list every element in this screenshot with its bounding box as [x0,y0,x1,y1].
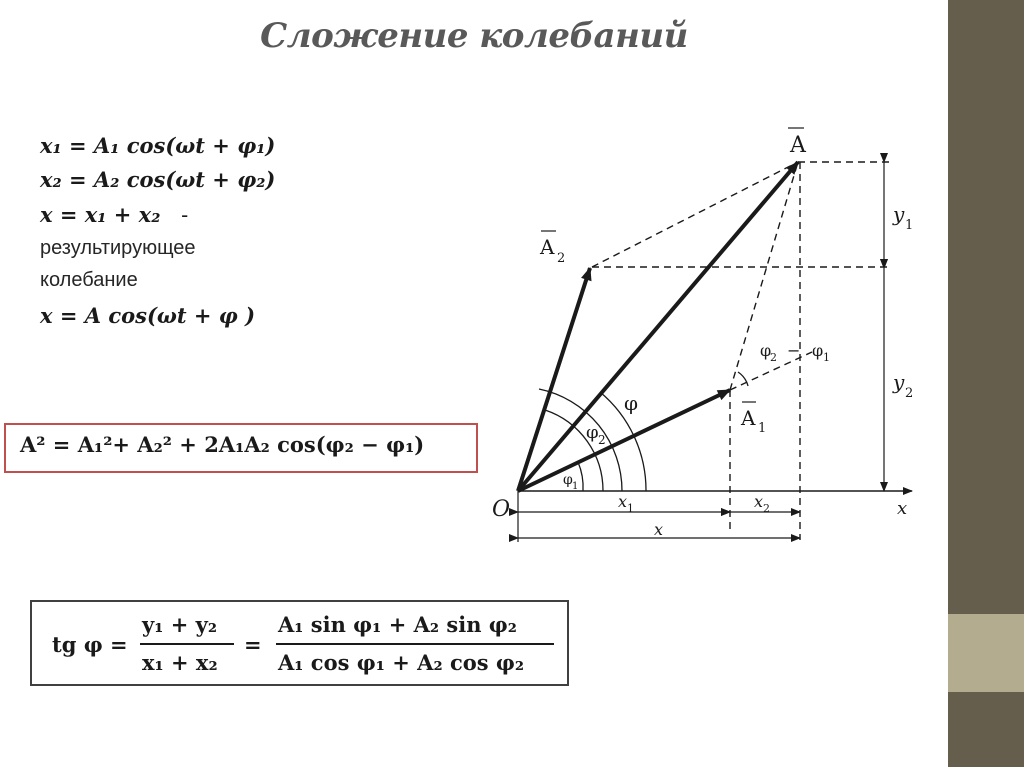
label-x1-sub: 1 [627,502,634,515]
label-phi-diff-minus: − [787,341,801,360]
slide-title: Сложение колебаний [260,16,688,56]
equation-x2 [40,165,275,195]
amplitude-formula-box [4,423,478,473]
fraction-bar-1 [140,643,234,645]
label-phi-diff-b-sub: 1 [823,351,830,364]
tangent-numerator-2: A₁ sin φ₁ + A₂ sin φ₂ [278,612,517,637]
vector-a2-arrow [518,268,590,491]
equation-x1-text: x₁ = A₁ cos(ωt + φ₁) [40,133,276,158]
vector-diagram [478,110,920,550]
label-x-total: x [654,520,664,539]
label-y1: y [893,202,905,226]
label-phi1: φ [563,472,573,488]
equation-x2-text: x₂ = A₂ cos(ωt + φ₂) [40,167,276,192]
equation-dash: - [181,203,189,227]
label-origin: O [492,497,511,522]
tangent-denominator-2: A₁ cos φ₁ + A₂ cos φ₂ [278,650,525,675]
label-phi1-sub: 1 [572,481,579,492]
label-phi2: φ [586,422,599,443]
label-vector-a1: A [741,406,756,430]
label-vector-a2: A [540,235,555,259]
tangent-numerator-1: y₁ + y₂ [142,612,218,637]
tangent-denominator-1: x₁ + x₂ [142,650,218,675]
equation-x1 [40,131,275,161]
label-y2: y [893,370,905,394]
sidebar-decoration [948,0,1024,767]
description-line-1: результирующее [40,237,196,259]
label-x-axis: x [897,498,908,519]
label-x1: x [618,492,628,511]
equation-sum-text: x = x₁ + x₂ [40,202,161,227]
equation-sum [40,200,188,230]
label-x2-sub: 2 [763,502,770,515]
fraction-bar-2 [276,643,554,645]
label-y2-sub: 2 [905,386,914,401]
vector-a-arrow [518,162,801,491]
label-vector-a: A [790,133,806,158]
tangent-equals: = [244,632,262,657]
description-line-2: колебание [40,269,138,291]
equation-result [40,301,255,331]
amplitude-formula: A² = A₁²+ A₂² + 2A₁A₂ cos(φ₂ − φ₁) [20,432,425,457]
label-vector-a1-sub: 1 [758,421,767,436]
label-phi-diff-b: φ [812,341,824,360]
label-x2: x [754,492,764,511]
label-phi2-sub: 2 [598,433,606,447]
equation-result-text: x = A cos(ωt + φ ) [40,303,256,328]
label-phi-diff-a: φ [760,341,772,360]
tangent-formula-box [30,600,569,686]
sidebar-accent-block [948,614,1024,692]
label-vector-a2-sub: 2 [557,251,566,266]
label-phi-diff-a-sub: 2 [770,351,777,364]
label-y1-sub: 1 [905,218,914,233]
tangent-lhs: tg φ = [52,632,128,657]
label-phi: φ [624,391,639,415]
